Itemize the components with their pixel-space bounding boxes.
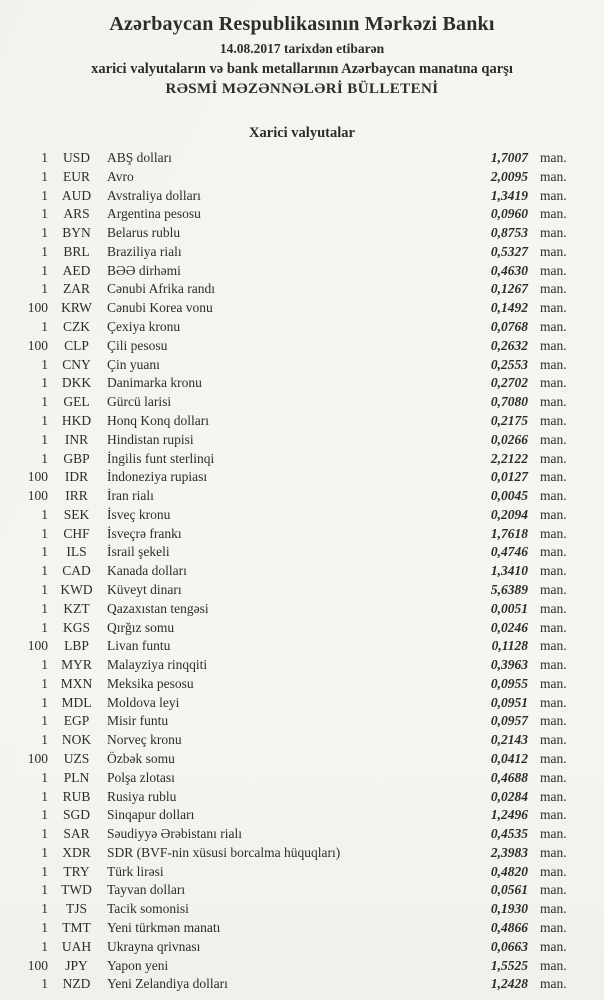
- unit-cell: man.: [540, 563, 567, 579]
- rate-cell: 0,0284: [490, 788, 528, 804]
- quantity-cell: 1: [41, 901, 48, 917]
- currency-name-cell: Tacik somonisi: [107, 901, 189, 917]
- currency-code-cell: XDR: [62, 844, 91, 860]
- quantity-cell: 1: [41, 976, 48, 992]
- quantity-cell: 1: [41, 713, 48, 729]
- rate-cell: 0,7080: [490, 394, 528, 410]
- quantity-cell: 1: [41, 525, 48, 541]
- rate-cell: 0,0045: [490, 488, 528, 504]
- currency-name-cell: Hindistan rupisi: [107, 431, 194, 447]
- currency-name-cell: İsveç kronu: [107, 506, 171, 522]
- quantity-cell: 1: [41, 863, 48, 879]
- rate-cell: 0,4688: [490, 769, 528, 785]
- unit-cell: man.: [540, 431, 567, 447]
- rate-cell: 0,1492: [490, 300, 528, 316]
- quantity-cell: 1: [41, 281, 48, 297]
- currency-code-cell: CZK: [63, 319, 90, 335]
- rate-cell: 0,3963: [490, 657, 528, 673]
- table-row: [0, 337, 604, 356]
- currency-code-cell: JPY: [65, 957, 88, 973]
- quantity-cell: 1: [41, 412, 48, 428]
- currency-name-cell: Norveç kronu: [107, 732, 182, 748]
- quantity-cell: 1: [41, 243, 48, 259]
- currency-code-cell: INR: [64, 431, 89, 447]
- table-row: [0, 468, 604, 487]
- bulletin-subtitle: xarici valyutaların və bank metallarının Azərbaycan manatına qarşı: [91, 61, 513, 77]
- table-row: [0, 957, 604, 976]
- table-row: [0, 543, 604, 562]
- rate-cell: 0,2094: [490, 506, 528, 522]
- rate-cell: 0,0768: [490, 319, 528, 335]
- currency-name-cell: Qırğız somu: [107, 619, 175, 635]
- table-row: [0, 299, 604, 318]
- table-row: [0, 844, 604, 863]
- unit-cell: man.: [540, 356, 567, 372]
- quantity-cell: 1: [41, 788, 48, 804]
- currency-name-cell: Moldova leyi: [107, 694, 180, 710]
- quantity-cell: 1: [41, 619, 48, 635]
- table-row: [0, 712, 604, 731]
- currency-name-cell: Kanada dolları: [107, 563, 187, 579]
- currency-name-cell: Malayziya rinqqiti: [107, 657, 208, 673]
- bank-title: Azərbaycan Respublikasının Mərkəzi Bankı: [109, 13, 495, 35]
- quantity-cell: 1: [41, 826, 48, 842]
- currency-code-cell: ILS: [66, 544, 87, 560]
- unit-cell: man.: [540, 619, 567, 635]
- table-row: [0, 975, 604, 994]
- currency-name-cell: Misir funtu: [107, 713, 169, 729]
- section-title-foreign-currencies: Xarici valyutalar: [249, 125, 355, 141]
- currency-code-cell: AUD: [61, 187, 92, 203]
- currency-code-cell: TJS: [65, 901, 87, 917]
- rate-cell: 0,2175: [490, 412, 528, 428]
- unit-cell: man.: [540, 243, 567, 259]
- quantity-cell: 1: [41, 920, 48, 936]
- rate-cell: 0,0266: [490, 431, 528, 447]
- rate-cell: 1,2428: [490, 976, 528, 992]
- unit-cell: man.: [540, 732, 567, 748]
- currency-name-cell: ABŞ dolları: [107, 150, 172, 165]
- rate-cell: 0,0051: [490, 600, 528, 616]
- unit-cell: man.: [540, 581, 567, 597]
- currency-code-cell: MXN: [60, 675, 93, 691]
- quantity-cell: 100: [27, 488, 48, 504]
- unit-cell: man.: [540, 675, 567, 691]
- currency-code-cell: CHF: [63, 525, 90, 541]
- unit-cell: man.: [540, 450, 567, 466]
- currency-name-cell: İsrail şekeli: [107, 544, 170, 560]
- quantity-cell: 1: [41, 544, 48, 560]
- rate-cell: 0,4820: [490, 863, 528, 879]
- unit-cell: man.: [540, 844, 567, 860]
- unit-cell: man.: [540, 206, 567, 222]
- quantity-cell: 1: [41, 450, 48, 466]
- bulletin-title: RƏSMİ MƏZƏNNƏLƏRİ BÜLLETENİ: [165, 81, 439, 97]
- currency-code-cell: SAR: [63, 826, 90, 842]
- currency-code-cell: KWD: [60, 581, 93, 597]
- currency-code-cell: CLP: [64, 337, 89, 353]
- unit-cell: man.: [540, 657, 567, 673]
- unit-cell: man.: [540, 863, 567, 879]
- unit-cell: man.: [540, 882, 567, 898]
- table-row: [0, 919, 604, 938]
- currency-name-cell: Gürcü larisi: [107, 394, 172, 410]
- table-row: [0, 881, 604, 900]
- rate-cell: 0,2702: [490, 375, 528, 391]
- currency-name-cell: Çexiya kronu: [107, 319, 181, 335]
- table-row: [0, 769, 604, 788]
- quantity-cell: 1: [41, 732, 48, 748]
- quantity-cell: 1: [41, 581, 48, 597]
- currency-code-cell: KZT: [63, 600, 90, 616]
- currency-code-cell: TWD: [61, 882, 92, 898]
- table-row: [0, 374, 604, 393]
- table-row: [0, 280, 604, 299]
- currency-name-cell: Avstraliya dolları: [107, 187, 201, 203]
- rate-cell: 0,0960: [490, 206, 528, 222]
- quantity-cell: 1: [41, 844, 48, 860]
- table-row: [0, 731, 604, 750]
- unit-cell: man.: [540, 319, 567, 335]
- currency-code-cell: SEK: [63, 506, 90, 522]
- unit-cell: man.: [540, 225, 567, 241]
- currency-name-cell: Sinqapur dolları: [107, 807, 195, 823]
- unit-cell: man.: [540, 412, 567, 428]
- quantity-cell: 100: [27, 751, 48, 766]
- rate-cell: 0,0663: [490, 938, 528, 954]
- document-header: [0, 0, 604, 98]
- rate-cell: 0,0951: [490, 694, 528, 710]
- currency-code-cell: ARS: [63, 206, 90, 222]
- unit-cell: man.: [540, 920, 567, 936]
- table-row: [0, 619, 604, 638]
- currency-code-cell: KGS: [62, 619, 90, 635]
- unit-cell: man.: [540, 150, 567, 165]
- unit-cell: man.: [540, 769, 567, 785]
- rate-cell: 2,0095: [490, 168, 528, 184]
- unit-cell: man.: [540, 751, 567, 766]
- quantity-cell: 1: [41, 506, 48, 522]
- table-row: [0, 637, 604, 656]
- currency-name-cell: Livan funtu: [107, 638, 171, 654]
- rate-cell: 0,0957: [490, 713, 528, 729]
- quantity-cell: 1: [41, 168, 48, 184]
- currency-code-cell: SGD: [62, 807, 90, 823]
- quantity-cell: 1: [41, 882, 48, 898]
- currency-code-cell: TMT: [62, 920, 91, 936]
- table-row: [0, 393, 604, 412]
- rate-cell: 1,5525: [490, 957, 528, 973]
- unit-cell: man.: [540, 262, 567, 278]
- unit-cell: man.: [540, 506, 567, 522]
- unit-cell: man.: [540, 281, 567, 297]
- currency-name-cell: İngilis funt sterlinqi: [107, 450, 215, 466]
- rate-cell: 0,0246: [490, 619, 528, 635]
- unit-cell: man.: [540, 187, 567, 203]
- currency-name-cell: İran rialı: [107, 488, 154, 504]
- effective-date: 14.08.2017 tarixdən etibarən: [219, 41, 385, 56]
- quantity-cell: 1: [41, 807, 48, 823]
- rate-cell: 0,4746: [490, 544, 528, 560]
- table-row: [0, 806, 604, 825]
- unit-cell: man.: [540, 394, 567, 410]
- quantity-cell: 100: [27, 638, 48, 654]
- unit-cell: man.: [540, 525, 567, 541]
- currency-code-cell: NOK: [61, 732, 92, 748]
- currency-code-cell: DKK: [61, 375, 92, 391]
- currency-code-cell: UZS: [63, 751, 90, 766]
- table-row: [0, 675, 604, 694]
- rate-cell: 0,8753: [490, 225, 528, 241]
- currency-code-cell: MYR: [61, 657, 92, 673]
- currency-name-cell: Yeni Zelandiya dolları: [107, 976, 228, 992]
- table-row: [0, 412, 604, 431]
- unit-cell: man.: [540, 168, 567, 184]
- rate-cell: 0,2553: [490, 356, 528, 372]
- table-row: [0, 656, 604, 675]
- currency-name-cell: Braziliya rialı: [107, 243, 182, 259]
- rate-cell: 0,4535: [490, 826, 528, 842]
- currency-name-cell: Yeni türkmən manatı: [107, 920, 221, 936]
- currency-name-cell: Yapon yeni: [107, 957, 169, 973]
- table-row: [0, 168, 604, 187]
- currency-name-cell: Danimarka kronu: [107, 375, 202, 391]
- quantity-cell: 1: [41, 600, 48, 616]
- unit-cell: man.: [540, 375, 567, 391]
- rate-cell: 0,0561: [490, 882, 528, 898]
- quantity-cell: 1: [41, 563, 48, 579]
- currency-name-cell: SDR (BVF-nin xüsusi borcalma hüquqları): [107, 844, 341, 860]
- currency-code-cell: BRL: [63, 243, 90, 259]
- quantity-cell: 1: [41, 319, 48, 335]
- quantity-cell: 1: [41, 675, 48, 691]
- rate-cell: 2,2122: [490, 450, 528, 466]
- currency-name-cell: Rusiya rublu: [107, 788, 177, 804]
- table-row: [0, 863, 604, 882]
- unit-cell: man.: [540, 901, 567, 917]
- quantity-cell: 1: [41, 431, 48, 447]
- currency-name-cell: Çili pesosu: [107, 337, 168, 353]
- currency-name-cell: Özbək somu: [107, 751, 175, 766]
- currency-name-cell: İsveçrə frankı: [107, 525, 182, 541]
- rate-cell: 0,0955: [490, 675, 528, 691]
- quantity-cell: 1: [41, 375, 48, 391]
- unit-cell: man.: [540, 638, 567, 654]
- rate-cell: 5,6389: [490, 581, 528, 597]
- table-row: [0, 750, 604, 769]
- currency-code-cell: GBP: [63, 450, 90, 466]
- currency-name-cell: Küveyt dinarı: [107, 581, 182, 597]
- currency-code-cell: EUR: [63, 168, 90, 184]
- currency-name-cell: BƏƏ dirhəmi: [107, 262, 181, 278]
- table-row: [0, 938, 604, 957]
- currency-code-cell: UAH: [61, 938, 92, 954]
- currency-code-cell: GEL: [63, 394, 90, 410]
- unit-cell: man.: [540, 469, 567, 485]
- unit-cell: man.: [540, 713, 567, 729]
- quantity-cell: 100: [27, 337, 48, 353]
- currency-name-cell: Qazaxıstan tengəsi: [107, 600, 209, 616]
- table-row: [0, 187, 604, 206]
- rates-table: [0, 149, 604, 994]
- currency-code-cell: ZAR: [63, 281, 90, 297]
- unit-cell: man.: [540, 957, 567, 973]
- currency-code-cell: IRR: [65, 488, 88, 504]
- currency-code-cell: PLN: [63, 769, 90, 785]
- unit-cell: man.: [540, 600, 567, 616]
- rate-cell: 1,3419: [490, 187, 528, 203]
- currency-code-cell: IDR: [64, 469, 89, 485]
- quantity-cell: 1: [41, 657, 48, 673]
- rate-cell: 0,5327: [490, 243, 528, 259]
- quantity-cell: 1: [41, 206, 48, 222]
- rate-cell: 0,0127: [490, 469, 528, 485]
- currency-name-cell: Meksika pesosu: [107, 675, 194, 691]
- table-row: [0, 450, 604, 469]
- currency-code-cell: NZD: [62, 976, 91, 992]
- table-row: [0, 487, 604, 506]
- quantity-cell: 100: [27, 957, 48, 973]
- currency-code-cell: BYN: [62, 225, 91, 241]
- rate-cell: 1,7618: [490, 525, 528, 541]
- rate-cell: 1,7007: [490, 150, 528, 165]
- currency-code-cell: HKD: [61, 412, 92, 428]
- rate-cell: 0,1267: [490, 281, 528, 297]
- quantity-cell: 1: [41, 356, 48, 372]
- unit-cell: man.: [540, 976, 567, 992]
- currency-code-cell: MDL: [61, 694, 92, 710]
- table-row: [0, 788, 604, 807]
- currency-code-cell: EGP: [63, 713, 90, 729]
- currency-name-cell: Çin yuanı: [107, 356, 160, 372]
- currency-name-cell: Belarus rublu: [107, 225, 181, 241]
- quantity-cell: 1: [41, 225, 48, 241]
- unit-cell: man.: [540, 826, 567, 842]
- table-row: [0, 562, 604, 581]
- rate-cell: 1,2496: [490, 807, 528, 823]
- table-row: [0, 243, 604, 262]
- table-row: [0, 525, 604, 544]
- table-row: [0, 694, 604, 713]
- rate-cell: 0,4630: [490, 262, 528, 278]
- currency-code-cell: KRW: [61, 300, 92, 316]
- quantity-cell: 1: [41, 394, 48, 410]
- currency-code-cell: RUB: [62, 788, 91, 804]
- table-row: [0, 224, 604, 243]
- rate-cell: 0,2143: [490, 732, 528, 748]
- rate-cell: 0,0412: [490, 751, 528, 766]
- currency-name-cell: Cənubi Korea vonu: [107, 300, 213, 316]
- unit-cell: man.: [540, 938, 567, 954]
- table-row: [0, 356, 604, 375]
- currency-code-cell: TRY: [63, 863, 90, 879]
- currency-name-cell: Polşa zlotası: [107, 769, 175, 785]
- table-row: [0, 900, 604, 919]
- currency-code-cell: AED: [62, 262, 91, 278]
- unit-cell: man.: [540, 544, 567, 560]
- rate-cell: 0,1128: [491, 638, 528, 654]
- unit-cell: man.: [540, 300, 567, 316]
- quantity-cell: 1: [41, 694, 48, 710]
- table-row: [0, 262, 604, 281]
- currency-name-cell: Ukrayna qrivnası: [107, 938, 201, 954]
- unit-cell: man.: [540, 788, 567, 804]
- currency-name-cell: Tayvan dolları: [107, 882, 186, 898]
- quantity-cell: 1: [41, 769, 48, 785]
- rate-cell: 0,2632: [490, 337, 528, 353]
- unit-cell: man.: [540, 337, 567, 353]
- currency-code-cell: LBP: [64, 638, 89, 654]
- currency-name-cell: Honq Konq dolları: [107, 412, 209, 428]
- currency-name-cell: İndoneziya rupiası: [107, 469, 208, 485]
- rate-cell: 0,4866: [490, 920, 528, 936]
- quantity-cell: 1: [41, 187, 48, 203]
- table-row: [0, 581, 604, 600]
- table-row: [0, 431, 604, 450]
- quantity-cell: 1: [41, 262, 48, 278]
- quantity-cell: 100: [27, 469, 48, 485]
- table-row: [0, 318, 604, 337]
- currency-name-cell: Argentina pesosu: [107, 206, 201, 222]
- table-row: [0, 825, 604, 844]
- currency-code-cell: USD: [62, 150, 90, 165]
- rate-cell: 0,1930: [490, 901, 528, 917]
- quantity-cell: 100: [27, 300, 48, 316]
- rate-cell: 2,3983: [490, 844, 528, 860]
- unit-cell: man.: [540, 488, 567, 504]
- table-row: [0, 600, 604, 619]
- table-row: [0, 506, 604, 525]
- table-row: [0, 149, 604, 168]
- currency-code-cell: CAD: [62, 563, 91, 579]
- quantity-cell: 1: [41, 150, 48, 165]
- unit-cell: man.: [540, 807, 567, 823]
- currency-name-cell: Türk lirəsi: [107, 863, 164, 879]
- currency-name-cell: Cənubi Afrika randı: [107, 281, 215, 297]
- quantity-cell: 1: [41, 938, 48, 954]
- unit-cell: man.: [540, 694, 567, 710]
- currency-code-cell: CNY: [62, 356, 91, 372]
- rate-cell: 1,3410: [490, 563, 528, 579]
- currency-name-cell: Səudiyyə Ərəbistanı rialı: [107, 826, 242, 842]
- table-row: [0, 205, 604, 224]
- currency-name-cell: Avro: [107, 168, 134, 184]
